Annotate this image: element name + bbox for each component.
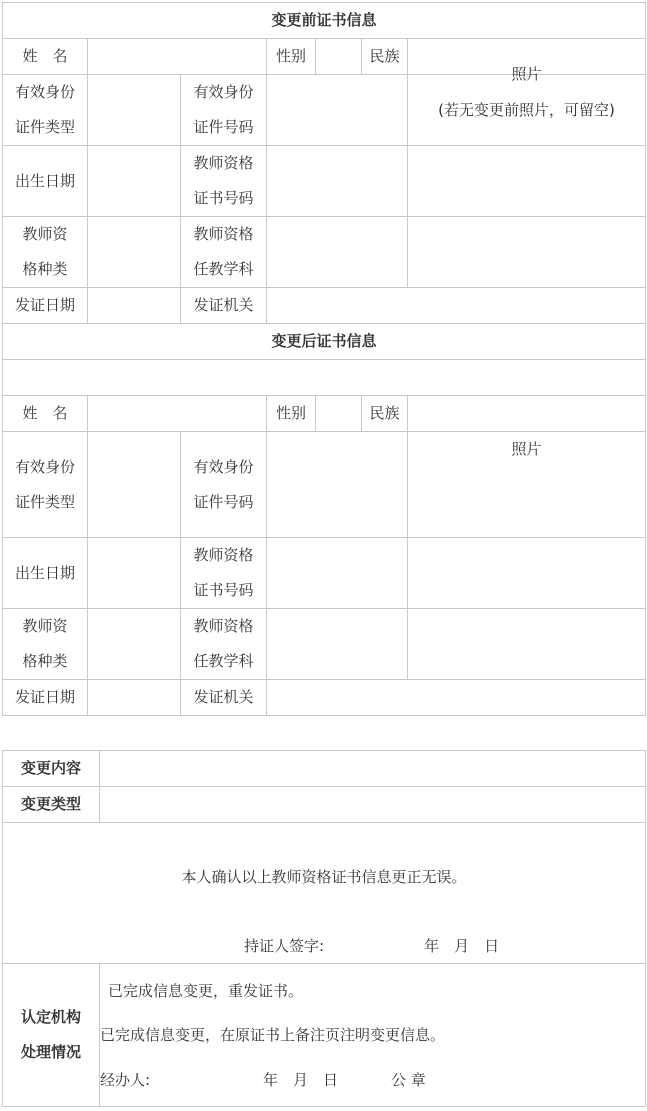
before-photo-area[interactable] [408, 146, 646, 217]
before-issuer-field[interactable] [267, 288, 646, 324]
before-id-number-label: 有效身份 证件号码 [181, 75, 267, 146]
before-name-field[interactable] [88, 39, 267, 75]
after-blank-row [3, 360, 646, 396]
after-ethnicity-label: 民族 [362, 396, 408, 432]
before-cert-number-field[interactable] [267, 146, 408, 217]
after-photo-label[interactable]: 照片 [408, 432, 646, 538]
after-issue-date-field[interactable] [88, 680, 181, 716]
before-subject-field[interactable] [267, 217, 408, 288]
before-issue-date-field[interactable] [88, 288, 181, 324]
signature-date: 年 月 日 [424, 937, 500, 955]
change-confirmation-table [2, 750, 646, 1107]
certificate-info-table [2, 2, 646, 716]
before-birth-field[interactable] [88, 146, 181, 217]
after-gender-field[interactable] [316, 396, 362, 432]
after-cert-type-label: 教师资 格种类 [3, 609, 88, 680]
after-issuer-field[interactable] [267, 680, 646, 716]
before-photo-note: (若无变更前照片，可留空) [438, 100, 615, 119]
after-issue-date-label: 发证日期 [3, 680, 88, 716]
after-id-type-field[interactable] [88, 432, 181, 538]
after-name-label: 姓 名 [3, 396, 88, 432]
after-photo-area-lower[interactable] [408, 609, 646, 680]
after-cert-number-field[interactable] [267, 538, 408, 609]
change-content-label: 变更内容 [3, 751, 100, 787]
after-birth-field[interactable] [88, 538, 181, 609]
before-cert-number-label: 教师资格 证书号码 [181, 146, 267, 217]
before-issuer-label: 发证机关 [181, 288, 267, 324]
after-birth-label: 出生日期 [3, 538, 88, 609]
before-cert-type-label: 教师资 格种类 [3, 217, 88, 288]
before-gender-label: 性别 [267, 39, 316, 75]
before-section-title: 变更前证书信息 [3, 3, 646, 39]
after-photo-area[interactable] [408, 538, 646, 609]
official-seal-label: 公 章 [391, 1071, 426, 1089]
before-gender-field[interactable] [316, 39, 362, 75]
after-id-type-label: 有效身份 证件类型 [3, 432, 88, 538]
handler-label: 经办人: [100, 1071, 151, 1089]
after-issuer-label: 发证机关 [181, 680, 267, 716]
after-id-number-label: 有效身份 证件号码 [181, 432, 267, 538]
after-name-field[interactable] [88, 396, 267, 432]
before-issue-date-label: 发证日期 [3, 288, 88, 324]
before-photo-cell[interactable] [408, 64, 646, 146]
confirmation-text: 本人确认以上教师资格证书信息更正无误。 [181, 868, 467, 886]
processing-date: 年 月 日 [263, 1071, 339, 1089]
change-type-label: 变更类型 [3, 787, 100, 823]
after-cert-number-label: 教师资格 证书号码 [181, 538, 267, 609]
processing-cell [100, 964, 646, 1107]
before-photo-label: 照片 [511, 64, 542, 83]
after-cert-type-field[interactable] [88, 609, 181, 680]
after-id-number-field[interactable] [267, 432, 408, 538]
after-ethnicity-field[interactable] [408, 396, 646, 432]
holder-signature-label: 持证人签字: [244, 937, 325, 955]
before-id-number-field[interactable] [267, 75, 408, 146]
before-subject-label: 教师资格 任教学科 [181, 217, 267, 288]
processing-option-reissue: 已完成信息变更，重发证书。 [108, 982, 304, 1000]
before-birth-label: 出生日期 [3, 146, 88, 217]
change-content-field[interactable] [100, 751, 646, 787]
after-subject-field[interactable] [267, 609, 408, 680]
after-section-title: 变更后证书信息 [3, 324, 646, 360]
after-gender-label: 性别 [267, 396, 316, 432]
processing-label: 认定机构 处理情况 [3, 964, 100, 1107]
before-photo-area-lower[interactable] [408, 217, 646, 288]
before-id-type-label: 有效身份 证件类型 [3, 75, 88, 146]
before-name-label: 姓 名 [3, 39, 88, 75]
before-cert-type-field[interactable] [88, 217, 181, 288]
confirmation-cell [3, 823, 646, 964]
before-ethnicity-label: 民族 [362, 39, 408, 75]
before-id-type-field[interactable] [88, 75, 181, 146]
after-subject-label: 教师资格 任教学科 [181, 609, 267, 680]
change-type-field[interactable] [100, 787, 646, 823]
processing-option-annotate: 已完成信息变更，在原证书上备注页注明变更信息。 [100, 1026, 446, 1044]
